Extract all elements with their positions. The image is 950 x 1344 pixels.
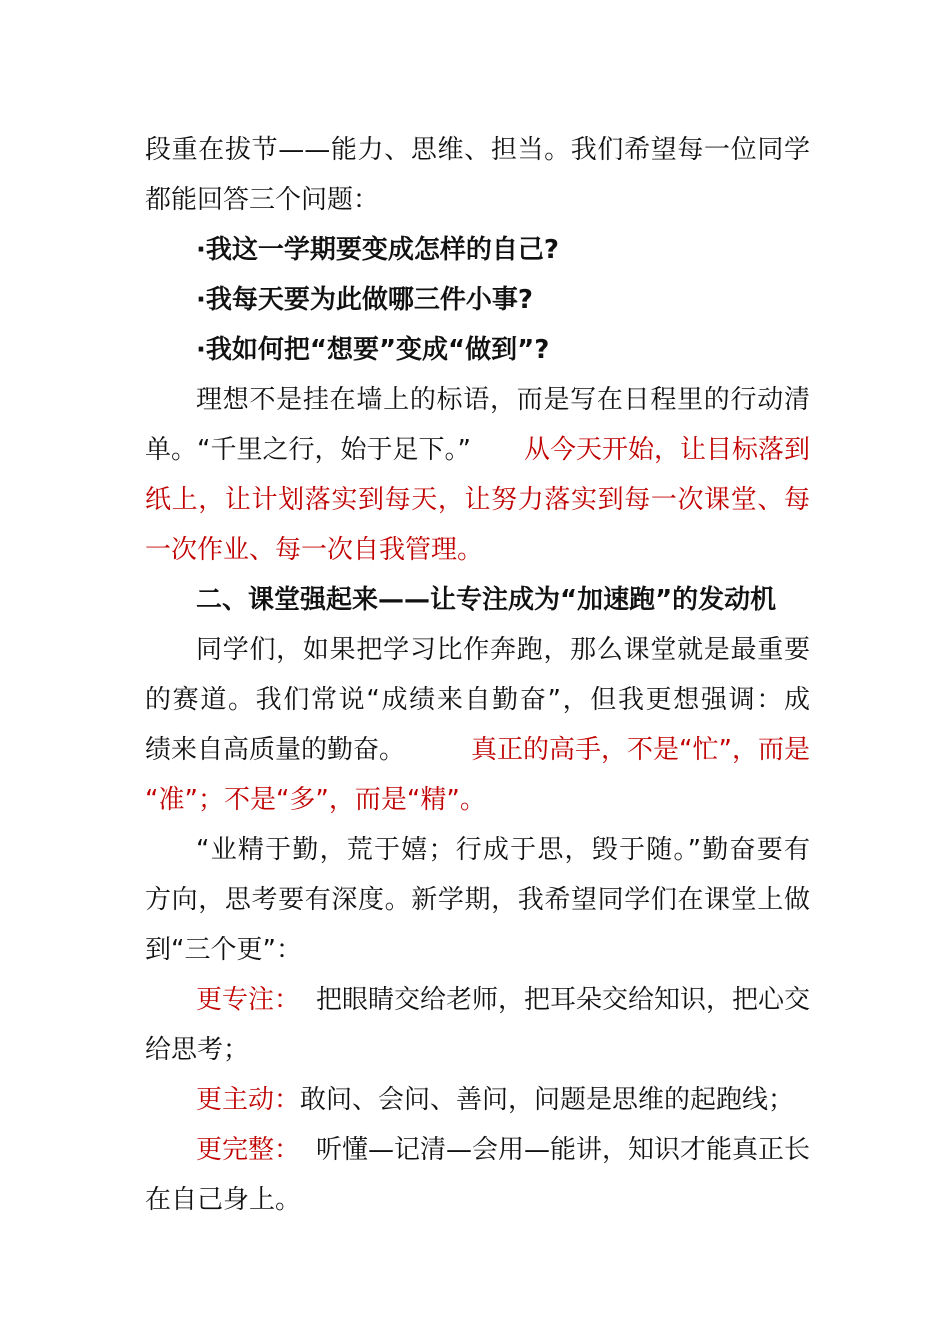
paragraph-line xyxy=(145,733,810,767)
list-item xyxy=(196,983,810,1017)
item-text: 把眼睛交给老师，把耳朵交给知识，把心交 xyxy=(315,985,810,1015)
emphasis-line: “准”；不是“多”，而是“精”。 xyxy=(145,785,486,815)
emphasis-line: 纸上，让计划落实到每天，让努力落实到每一次课堂、每 xyxy=(145,485,810,515)
item-text: 敢问、会问、善问，问题是思维的起跑线； xyxy=(300,1085,795,1115)
paragraph-line: 段重在拔节——能力、思维、担当。我们希望每一位同学 xyxy=(145,135,810,165)
list-item xyxy=(196,1133,810,1167)
paragraph-line xyxy=(145,433,810,467)
paragraph-line: 到“三个更”： xyxy=(145,935,302,965)
paragraph-line: 理想不是挂在墙上的标语，而是写在日程里的行动清 xyxy=(196,385,810,415)
question-item: ·我这一学期要变成怎样的自己? xyxy=(196,235,559,265)
paragraph-line: 的赛道。我们常说“成绩来自勤奋”，但我更想强调：成 xyxy=(145,685,810,715)
paragraph-line: 方向，思考要有深度。新学期，我希望同学们在课堂上做 xyxy=(145,885,810,915)
list-item xyxy=(196,1083,861,1117)
emphasis-text: 真正的高手，不是“忙”，而是 xyxy=(471,735,810,765)
item-label: 更主动： xyxy=(196,1085,301,1115)
quote-text: 单。“千里之行，始于足下。” xyxy=(145,435,471,465)
paragraph-line: 给思考； xyxy=(145,1035,250,1065)
paragraph-line: “业精于勤，荒于嬉；行成于思，毁于随。”勤奋要有 xyxy=(196,835,810,865)
question-item: ·我每天要为此做哪三件小事? xyxy=(196,285,533,315)
paragraph-text: 绩来自高质量的勤奋。 xyxy=(145,735,406,765)
emphasis-line: 一次作业、每一次自我管理。 xyxy=(145,535,484,565)
question-item: ·我如何把“想要”变成“做到”? xyxy=(196,335,550,365)
item-label: 更完整： xyxy=(196,1135,301,1165)
section-heading: 二、课堂强起来——让专注成为“加速跑”的发动机 xyxy=(196,585,777,615)
item-label: 更专注： xyxy=(196,985,301,1015)
paragraph-line: 都能回答三个问题： xyxy=(145,185,380,215)
emphasis-text: 从今天开始，让目标落到 xyxy=(523,435,810,465)
item-text: 听懂—记清—会用—能讲，知识才能真正长 xyxy=(315,1135,810,1165)
paragraph-line: 同学们，如果把学习比作奔跑，那么课堂就是最重要 xyxy=(196,635,810,665)
paragraph-line: 在自己身上。 xyxy=(145,1185,302,1215)
